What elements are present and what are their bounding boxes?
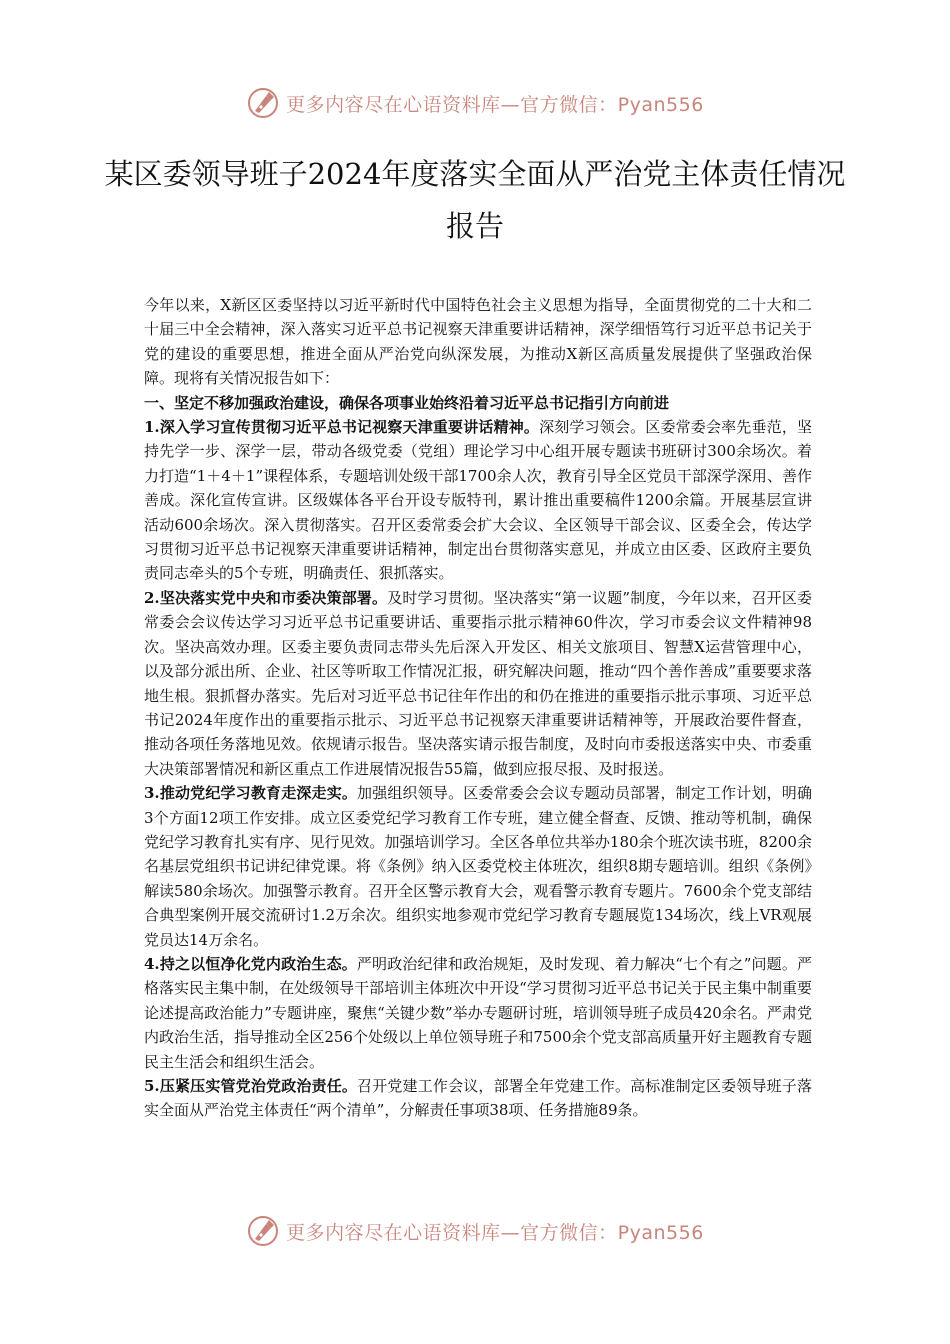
watermark-text: 更多内容尽在心语资料库—官方微信：Pyan556: [286, 93, 704, 116]
watermark-banner-top: [0, 86, 950, 120]
item-paragraph: [144, 952, 812, 1074]
section1-heading-text: 一、坚定不移加强政治建设，确保各项事业始终沿着习近平总书记指引方向前进: [144, 393, 670, 412]
item-paragraph: [144, 586, 812, 781]
item-body: 深刻学习领会。区委常委会率先垂范，坚持先学一步、深学一层，带动各级党委（党组）理论学习中心组开展专题读书班研讨300余场次。着力打造“1＋4＋1”课程体系，专题培训处级干部1700余人次，教育引导全区党员干部深学深用、善作善成。深化宣传宣讲。区级媒体各平台开设专版特刊，累计推出重要稿件1200余篇。开展基层宣讲活动600余场次。深入贯彻落实。召开区委常委会扩大会议、全区领导干部会议、区委全会，传达学习贯彻习近平总书记视察天津重要讲话精神，制定出台贯彻落实意见，并成立由区委、区政府主要负责同志牵头的5个专班，明确责任、狠抓落实。: [144, 418, 812, 583]
item-body: 召开党建工作会议，部署全年党建工作。高标准制定区委领导班子落实全面从严治党主体责任“两个清单”，分解责任事项38项、任务措施89条。: [144, 1077, 812, 1120]
item-heading: 5.压紧压实管党治党政治责任。: [144, 1077, 358, 1095]
item-heading: 4.持之以恒净化党内政治生态。: [144, 954, 357, 973]
watermark-banner-bottom: [0, 1214, 950, 1248]
watermark-text: 更多内容尽在心语资料库—官方微信：Pyan556: [286, 1221, 704, 1244]
item-paragraph: [144, 1074, 812, 1123]
item-heading: 3.推动党纪学习教育走深走实。: [144, 784, 358, 803]
pen-nib-logo-icon: [246, 1214, 280, 1248]
pen-nib-logo-icon: [246, 86, 280, 120]
page-title: 某区委领导班子2024年度落实全面从严治党主体责任情况报告: [104, 157, 846, 243]
item-paragraph: [144, 415, 812, 586]
intro-paragraph: 今年以来，X新区区委坚持以习近平新时代中国特色社会主义思想为指导，全面贯彻党的二十大和二十届三中全会精神，深入落实习近平总书记视察天津重要讲话精神，深学细悟笃行习近平总书记关于党的建设的重要思想，推进全面从严治党向纵深发展，为推动X新区高质量发展提供了坚强政治保障。现将有关情况报告如下：: [144, 296, 812, 388]
item-paragraph: [144, 781, 812, 952]
section-heading: [144, 391, 812, 415]
item-body: 严明政治纪律和政治规矩，及时发现、着力解决“七个有之”问题。严格落实民主集中制，在处级领导干部培训主体班次中开设“学习贯彻习近平总书记关于民主集中制重要论述提高政治能力”专题讲座，聚焦“关键少数”举办专题研讨班，培训领导班子成员420余名。严肃党内政治生活，指导推动全区256个处级以上单位领导班子和7500余个党支部高质量开好主题教育专题民主生活会和组织生活会。: [144, 954, 812, 1071]
document-body: [144, 293, 812, 1123]
item-heading: 2.坚决落实党中央和市委决策部署。: [144, 588, 388, 607]
item-body: 加强组织领导。区委常委会会议专题动员部署，制定工作计划，明确3个方面12项工作安排。成立区委党纪学习教育工作专班，建立健全督查、反馈、推动等机制，确保党纪学习教育扎实有序、见行见效。加强培训学习。全区各单位共举办180余个班次读书班，8200余名基层党组织书记讲纪律党课。将《条例》纳入区委党校主体班次，组织8期专题培训。组织《条例》解读580余场次。加强警示教育。召开全区警示教育大会，观看警示教育专题片。7600余个党支部结合典型案例开展交流研讨1.2万余次。组织实地参观市党纪学习教育专题展览134场次，线上VR观展党员达14万余名。: [144, 784, 812, 949]
item-body: 及时学习贯彻。坚决落实“第一议题”制度，今年以来，召开区委常委会会议传达学习习近平总书记重要讲话、重要指示批示精神60件次，学习市委会议文件精神98次。坚决高效办理。区委主要负责同志带头先后深入开发区、相关文旅项目、智慧X运营管理中心，以及部分派出所、企业、社区等听取工作情况汇报，研究解决问题，推动“四个善作善成”重要要求落地生根。狠抓督办落实。先后对习近平总书记往年作出的和仍在推进的重要指示批示事项、习近平总书记2024年度作出的重要指示批示、习近平总书记视察天津重要讲话精神等，开展政治要件督查，推动各项任务落地见效。依规请示报告。坚决落实请示报告制度，及时向市委报送落实中央、市委重大决策部署情况和新区重点工作进展情况报告55篇，做到应报尽报、及时报送。: [144, 588, 812, 778]
item-heading: 1.深入学习宣传贯彻习近平总书记视察天津重要讲话精神。: [144, 418, 540, 437]
